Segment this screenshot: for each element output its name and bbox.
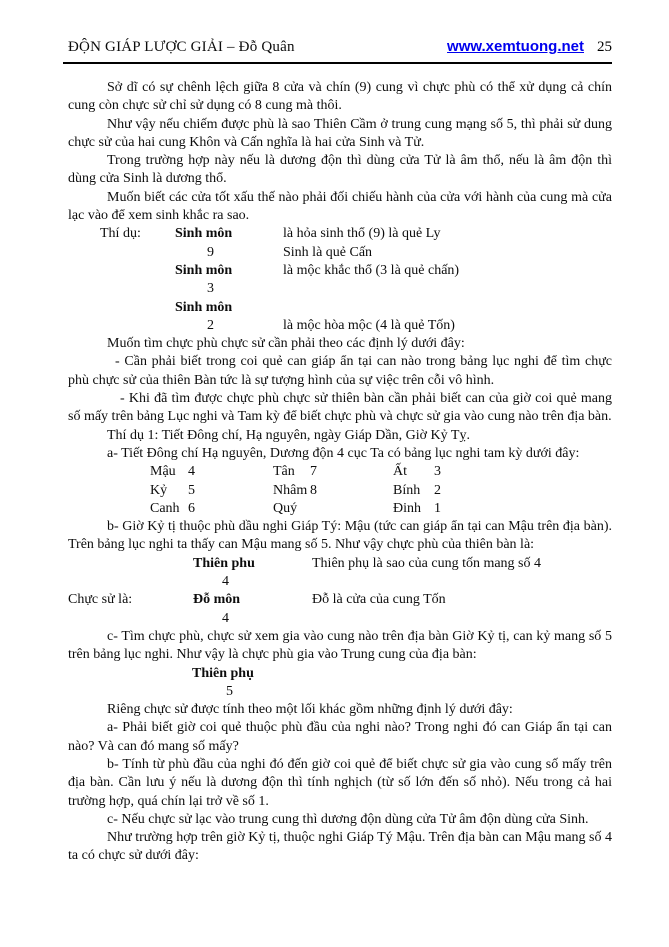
term-number: 4 [222, 610, 229, 626]
chuc-phu-chuc-su-block [68, 555, 612, 628]
example-row [68, 262, 612, 280]
paragraph-final: Như trường hợp trên giờ Kỷ tị, thuộc nghi Giáp Tý Mậu. Trên địa bàn can Mậu mang số 4 ta có chực sử dưới đây: [68, 830, 612, 864]
can-cell: Bính [393, 482, 421, 498]
luc-nghi-table [150, 463, 612, 518]
example-number: 9 [207, 244, 214, 260]
header-right [447, 38, 612, 56]
term-do-mon: Đỗ môn [193, 592, 241, 608]
example-number: 3 [207, 281, 214, 297]
page-number: 25 [597, 39, 612, 55]
bullet-khi-da-tim: - Khi đã tìm được chực phù chực sử thiên bàn cần phải biết can của giờ coi quẻ mang số mấy trên bảng Lục nghi và Tam kỳ để biết chực phù và chực sử gia vào cung nào trên địa bàn. [68, 391, 612, 425]
can-cell: Ất [393, 464, 407, 480]
example-desc: là mộc khắc thổ (3 là quẻ chấn) [283, 262, 460, 278]
term-desc: Đỗ là cửa của cung Tốn [312, 592, 446, 608]
paragraph-chenh-lech: Sở dĩ có sự chênh lệch giữa 8 cửa và chín (9) cung vì chực phù có thể xử dụng cả chín cung còn chực sử chỉ sử dụng có 8 cung mà thôi. [68, 80, 612, 114]
paragraph-rieng: Riêng chực sử được tính theo một lối khác gồm những định lý dưới đây: [107, 702, 513, 718]
document-title: ĐỘN GIÁP LƯỢC GIẢI – Đỗ Quân [68, 39, 295, 55]
example-row [68, 299, 612, 317]
table-row [150, 482, 612, 500]
term-desc: Thiên phụ là sao của cung tốn mang số 4 [312, 555, 542, 571]
term-number: 4 [222, 574, 229, 590]
paragraph-rule-c: c- Nếu chực sử lạc vào trung cung thì dương độn dùng cửa Tử âm độn dùng cửa Sinh. [107, 811, 589, 827]
bullet-can-phai-biet: - Cần phải biết trong coi quẻ can giáp ẩn tại can nào trong bảng lục nghi để tìm chực phù chực sử của thiên Bàn tức là sự tượng hình của sự việc trên cỗi vô hình. [68, 354, 612, 388]
example-term: Sinh môn [175, 226, 233, 242]
example-sinh-mon-block [68, 225, 612, 335]
example-term: Sinh môn [175, 262, 233, 278]
document-body [68, 79, 612, 866]
page-header [68, 38, 612, 56]
number-cell: 1 [434, 500, 441, 516]
paragraph-item-a: a- Tiết Đông chí Hạ nguyên, Dương độn 4 cục Ta có bảng lục nghi tam kỳ dưới đây: [107, 445, 580, 461]
trung-cung-block [68, 665, 612, 702]
website-link[interactable]: www.xemtuong.net [447, 38, 584, 55]
term-row [68, 555, 612, 573]
paragraph-thien-cam: Như vậy nếu chiếm được phù là sao Thiên Cầm ở trung cung mạng số 5, thì phải sử dung chực sử của hai cung Khôn và Cấn nghĩa là hai cửa Sinh và Tử. [68, 116, 612, 150]
paragraph-duong-don: Trong trường hợp này nếu là dương độn thì dùng cửa Tử là âm thổ, nếu là âm độn thì dùng cửa Sinh là dương thổ. [68, 153, 612, 187]
paragraph-dinh-ly-intro: Muốn tìm chực phù chực sử cần phải theo các định lý dưới đây: [107, 336, 465, 352]
table-row [150, 500, 612, 518]
term-number: 5 [226, 683, 233, 699]
paragraph-thi-du-1: Thí dụ 1: Tiết Đông chí, Hạ nguyên, ngày Giáp Dần, Giờ Kỷ Tỵ. [107, 427, 470, 443]
can-cell: Nhâm [273, 482, 308, 498]
example-row [68, 317, 612, 335]
can-cell: Kỷ [150, 482, 168, 498]
example-row [68, 280, 612, 298]
number-cell: 8 [310, 482, 317, 498]
chuc-su-label: Chực sử là: [68, 592, 133, 608]
can-cell: Canh [150, 500, 180, 516]
table-row [150, 463, 612, 481]
example-desc: là hỏa sinh thổ (9) là quẻ Ly [283, 226, 441, 242]
term-thien-phu-2: Thiên phụ [192, 665, 254, 681]
header-rule-divider [63, 62, 612, 64]
example-label: Thí dụ: [100, 226, 141, 242]
paragraph-rule-b: b- Tính từ phù đầu của nghi đó đến giờ coi quẻ để biết chực sử gia vào cung số mấy trên địa bàn. Cần lưu ý nếu là dương độn thì tính nghịch (từ số lớn đến số nhỏ). Nếu trong cả hai trường hợp, quá chín lại trở về số 1. [68, 756, 612, 809]
can-cell: Mậu [150, 464, 176, 480]
term-thien-phu: Thiên phu [193, 555, 255, 571]
paragraph-item-b: b- Giờ Kỷ tị thuộc phù dầu nghi Giáp Tý: Mậu (tức can giáp ẩn tại can Mậu trên địa bàn). Trên bảng lục nghi ta thấy can Mậu mang số 5. Như vậy chực phù của thiên bàn là: [68, 519, 612, 553]
number-cell: 6 [188, 500, 195, 516]
example-number: 2 [207, 317, 214, 333]
can-cell: Đinh [393, 500, 421, 516]
paragraph-item-c: c- Tìm chực phù, chực sử xem gia vào cung nào trên địa bàn Giờ Kỷ tị, can kỷ mang số 5 trên bảng lục nghi. Như vậy là chực phù gia vào Trung cung của địa bàn: [68, 628, 612, 663]
number-cell: 2 [434, 482, 441, 498]
example-desc: là mộc hòa mộc (4 là quẻ Tốn) [283, 317, 455, 333]
paragraph-cua-tot-xau: Muốn biết các cửa tốt xấu thế nào phải đối chiếu hành của cửa với hành của cung mà cửa lạc vào để xem sinh khắc ra sao. [68, 189, 612, 224]
number-cell: 4 [188, 464, 195, 480]
example-row [68, 225, 612, 243]
term-row [68, 591, 612, 609]
number-cell: 5 [188, 482, 195, 498]
number-cell: 3 [434, 464, 441, 480]
number-cell: 7 [310, 464, 317, 480]
example-row [68, 244, 612, 262]
can-cell: Quý [273, 500, 298, 516]
example-term: Sinh môn [175, 299, 233, 315]
can-cell: Tân [273, 464, 295, 480]
paragraph-rule-a: a- Phải biết giờ coi quẻ thuộc phù đầu của nghi nào? Trong nghi đó can Giáp ẩn tại can nào? Và can đó mang số mấy? [68, 720, 612, 754]
example-desc: Sinh là quẻ Cấn [283, 244, 373, 260]
number-cell [310, 500, 393, 518]
